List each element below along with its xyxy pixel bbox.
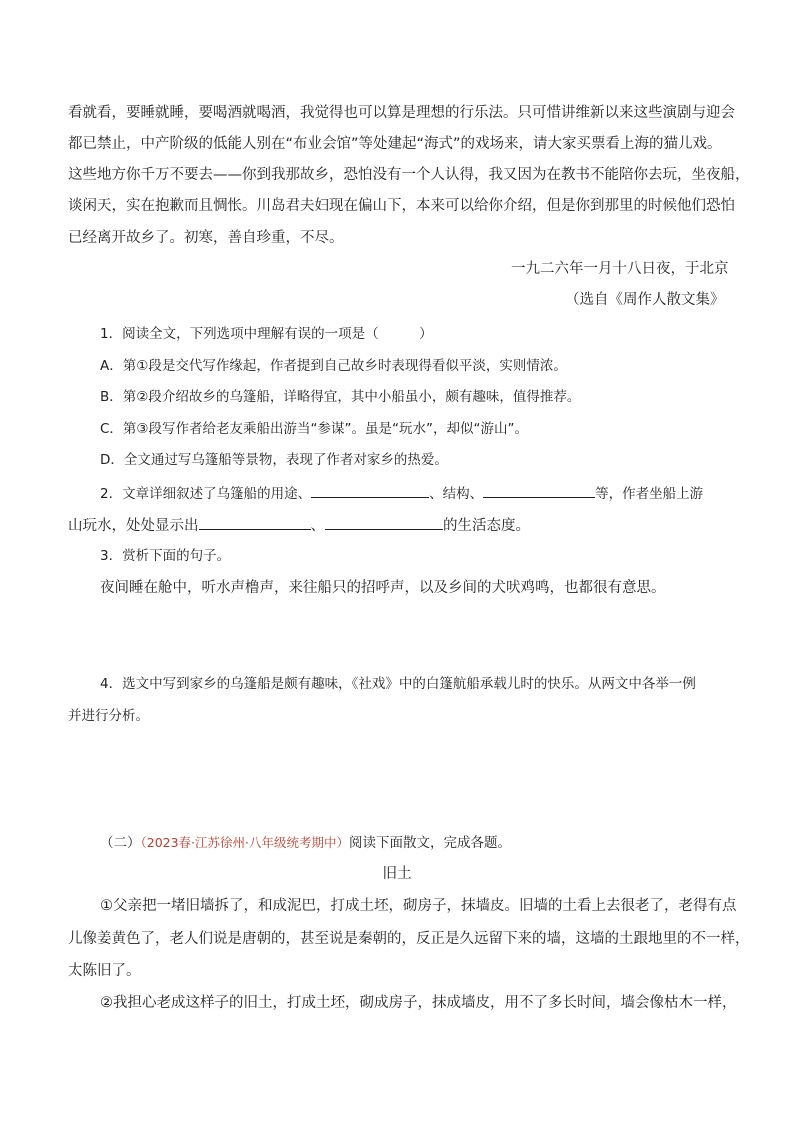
question-3-sentence: 夜间睡在舱中，听水声橹声，来往船只的招呼声，以及乡间的犬吠鸡鸣，也都很有意思。 [100, 580, 666, 596]
option-a: A．第①段是交代写作缘起，作者提到自己故乡时表现得看似平淡，实则情浓。 [100, 358, 567, 374]
q2-text: 、 [310, 518, 325, 534]
question-1: 1．阅读全文，下列选项中理解有误的一项是（ ） [100, 326, 433, 342]
q2-text: 山玩水，处处显示出 [68, 518, 199, 534]
question-2-line-1 [100, 482, 703, 504]
question-4-line-1: 4．选文中写到家乡的乌篷船是颇有趣味，《社戏》中的白篷航船承载儿时的快乐。从两文中各举一例 [100, 676, 696, 692]
question-2-line-2 [68, 514, 530, 536]
section-2-header [100, 833, 511, 853]
question-4-line-2: 并进行分析。 [68, 708, 149, 724]
passage-line: 看就看，要睡就睡，要喝酒就喝酒，我觉得也可以算是理想的行乐法。只可惜讲维新以来这些演剧与迎会 [68, 105, 735, 121]
source-line: （选自《周作人散文集》 [565, 292, 725, 308]
q2-text: 、结构、 [429, 486, 484, 502]
essay-title: 旧土 [382, 866, 412, 882]
passage-line: 已经离开故乡了。初寒，善自珍重，不尽。 [68, 230, 344, 246]
question-3: 3．赏析下面的句子。 [100, 548, 231, 564]
essay-line: ①父亲把一堵旧墙拆了，和成泥巴，打成土坯，砌房子，抹墙皮。旧墙的土看上去很老了，老得有点 [100, 898, 737, 914]
q2-text: 等，作者坐船上游 [595, 486, 704, 502]
section-instruction: 阅读下面散文，完成各题。 [349, 835, 512, 851]
option-b: B．第②段介绍故乡的乌篷船，详略得宜，其中小船虽小，颇有趣味，值得推荐。 [100, 389, 581, 405]
q2-text: 2．文章详细叙述了乌篷船的用途、 [100, 486, 312, 502]
essay-line: ②我担心老成这样子的旧土，打成土坯，砌成房子，抹成墙皮，用不了多长时间，墙会像枯木一样， [100, 995, 737, 1011]
section-source: （2023春·江苏徐州·八年级统考期中） [140, 835, 350, 850]
passage-line: 这些地方你千万不要去——你到我那故乡，恐怕没有一个人认得，我又因为在教书不能陪你去玩，坐夜船， [68, 167, 750, 183]
date-line: 一九二六年一月十八日夜，于北京 [511, 261, 729, 277]
passage-line: 谈闲天，实在抱歉而且惆怅。川岛君夫妇现在偏山下，本来可以给你介绍，但是你到那里的时候他们恐怕 [68, 198, 735, 214]
passage-line: 都已禁止，中产阶级的低能人别在“布业会馆”等处建起“海式”的戏场来，请大家买票看上海的猫儿戏。 [68, 136, 722, 152]
option-d: D．全文通过写乌篷船等景物，表现了作者对家乡的热爱。 [100, 452, 448, 468]
essay-line: 儿像姜黄色了，老人们说是唐朝的，甚至说是秦朝的，反正是久远留下来的墙，这墙的土跟地里的不一样， [68, 931, 750, 947]
option-c: C．第③段写作者给老友乘船出游当“参谋”。虽是“玩水”，却似“游山”。 [100, 421, 528, 437]
q2-text: 的生活态度。 [443, 518, 530, 534]
answer-blank[interactable] [311, 482, 429, 498]
essay-line: 太陈旧了。 [68, 963, 141, 979]
answer-blank[interactable] [199, 514, 311, 530]
section-number: （二） [100, 835, 141, 851]
answer-blank[interactable] [325, 514, 443, 530]
answer-blank[interactable] [483, 482, 595, 498]
